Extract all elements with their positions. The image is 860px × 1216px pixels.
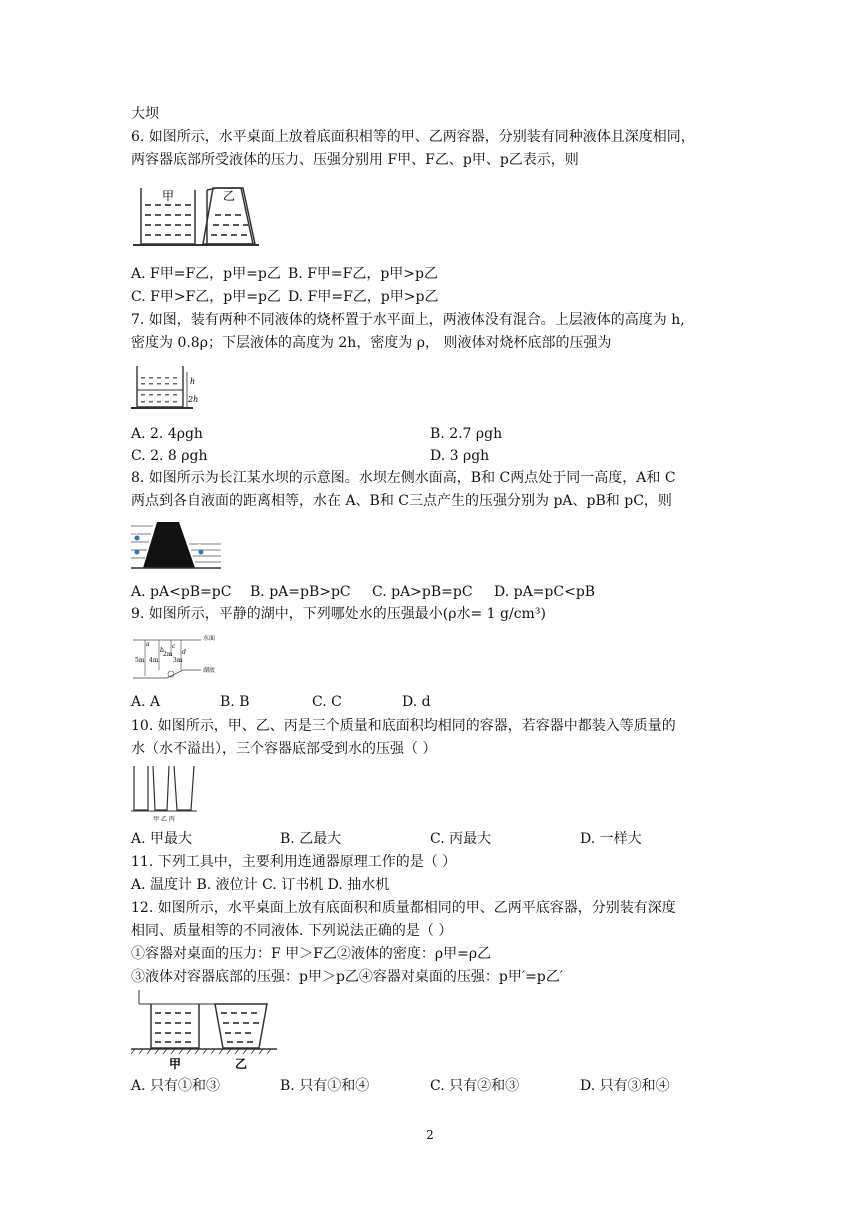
q7-figure-h-label: h — [190, 377, 196, 386]
q6-stem-line2: 两容器底部所受液体的压力、压强分别用 F甲、F乙、p甲、p乙表示，则 — [131, 152, 579, 168]
q7-option-d: D. 3 ρgh — [430, 448, 490, 464]
q6-figure-label-b: 乙 — [222, 189, 236, 203]
q11-options: A. 温度计 B. 液位计 C. 订书机 D. 抽水机 — [131, 877, 390, 893]
q9-option-c: C. C — [312, 694, 342, 710]
q12-statement-line1: ①容器对桌面的压力：F 甲＞F乙②液体的密度：ρ甲=ρ乙 — [131, 946, 492, 962]
q6-option-b: B. F甲=F乙，p甲>p乙 — [288, 266, 439, 282]
q6-option-d: D. F甲=F乙，p甲>p乙 — [288, 289, 439, 305]
q10-option-b: B. 乙最大 — [280, 831, 342, 847]
q8-option-b: B. pA=pB>pC — [250, 584, 351, 600]
q8-option-d: D. pA=pC<pB — [494, 584, 596, 600]
q9-figure-point-d: d — [182, 649, 186, 656]
q12-statement-line2: ③液体对容器底部的压强：p甲＞p乙④容器对桌面的压强：p甲′=p乙′ — [131, 969, 563, 985]
q11-stem: 11. 下列工具中，主要利用连通器原理工作的是（ ） — [131, 854, 457, 870]
q12-option-c: C. 只有②和③ — [430, 1078, 520, 1094]
q6-option-c: C. F甲>F乙，p甲=p乙 — [131, 289, 281, 305]
q10-figure-labels: 甲 乙 丙 — [153, 816, 175, 823]
q9-figure-bottom-label: 湖底 — [203, 667, 216, 674]
q12-stem-line2: 相同、质量相等的不同液体. 下列说法正确的是（ ） — [131, 923, 453, 939]
q7-option-a: A. 2. 4ρgh — [131, 426, 203, 442]
q6-containers-figure — [131, 176, 261, 248]
q12-figure-label-b: 乙 — [234, 1057, 248, 1071]
q12-option-b: B. 只有①和④ — [280, 1078, 370, 1094]
q10-stem-line1: 10. 如图所示，甲、乙、丙是三个质量和底面积均相同的容器，若容器中都装入等质量的 — [131, 718, 676, 734]
q9-option-b: B. B — [220, 694, 250, 710]
q9-stem: 9. 如图所示，平静的湖中，下列哪处水的压强最小(ρ水= 1 g/cm³) — [131, 606, 546, 622]
carry-over-text: 大坝 — [131, 106, 159, 122]
q7-stem-line2: 密度为 0.8ρ；下层液体的高度为 2h，密度为 ρ， 则液体对烧杯底部的压强为 — [131, 335, 612, 351]
q8-stem-line1: 8. 如图所示为长江某水坝的示意图。水坝左侧水面高，B和 C两点处于同一高度，A和 C — [131, 470, 676, 486]
q7-option-c: C. 2. 8 ρgh — [131, 448, 208, 464]
q8-figure-point-b: B — [133, 544, 138, 551]
q9-figure-point-c: c — [172, 643, 176, 650]
q9-figure-surface-label: 水面 — [203, 635, 216, 642]
q7-figure-2h-label: 2h — [188, 395, 199, 404]
q9-figure-depth-2m: 2m — [163, 651, 173, 658]
q9-option-d: D. d — [402, 694, 431, 710]
q10-option-a: A. 甲最大 — [131, 831, 193, 847]
q10-containers-figure — [131, 764, 197, 824]
q8-figure-point-a: A — [133, 530, 138, 537]
q9-lake-figure — [131, 626, 227, 684]
q9-figure-point-a: a — [146, 641, 150, 648]
q12-option-d: D. 只有③和④ — [580, 1078, 670, 1094]
q10-option-d: D. 一样大 — [580, 831, 642, 847]
q6-option-a: A. F甲=F乙，p甲=p乙 — [131, 266, 281, 282]
page-number: 2 — [426, 1128, 434, 1142]
q12-option-a: A. 只有①和③ — [131, 1078, 221, 1094]
q7-stem-line1: 7. 如图，装有两种不同液体的烧杯置于水平面上，两液体没有混合。上层液体的高度为 h, — [131, 312, 685, 328]
q9-figure-depth-3m: 3m — [173, 657, 183, 664]
q12-stem-line1: 12. 如图所示，水平桌面上放有底面积和质量都相同的甲、乙两平底容器，分别装有深度 — [131, 900, 676, 916]
q8-figure-point-c: C — [197, 544, 202, 551]
q8-dam-figure — [131, 518, 221, 570]
q6-stem-line1: 6. 如图所示，水平桌面上放着底面积相等的甲、乙两容器，分别装有同种液体且深度相同， — [131, 129, 695, 145]
q10-option-c: C. 丙最大 — [430, 831, 492, 847]
q12-containers-figure — [131, 988, 277, 1072]
q6-figure-label-a: 甲 — [161, 189, 175, 203]
q8-option-c: C. pA>pB=pC — [372, 584, 473, 600]
q9-figure-depth-5m: 5m — [135, 657, 145, 664]
q8-option-a: A. pA<pB=pC — [131, 584, 232, 600]
q7-beaker-figure — [131, 360, 203, 412]
q12-figure-label-a: 甲 — [168, 1057, 182, 1071]
q8-stem-line2: 两点到各自液面的距离相等，水在 A、B和 C三点产生的压强分别为 pA、pB和 pC，则 — [131, 493, 672, 509]
q9-option-a: A. A — [131, 694, 161, 710]
q9-figure-point-b: b — [160, 647, 164, 654]
q7-option-b: B. 2.7 ρgh — [430, 426, 503, 442]
q9-figure-depth-4m: 4m — [149, 657, 159, 664]
q10-stem-line2: 水（水不溢出），三个容器底部受到水的压强（ ） — [131, 741, 437, 757]
